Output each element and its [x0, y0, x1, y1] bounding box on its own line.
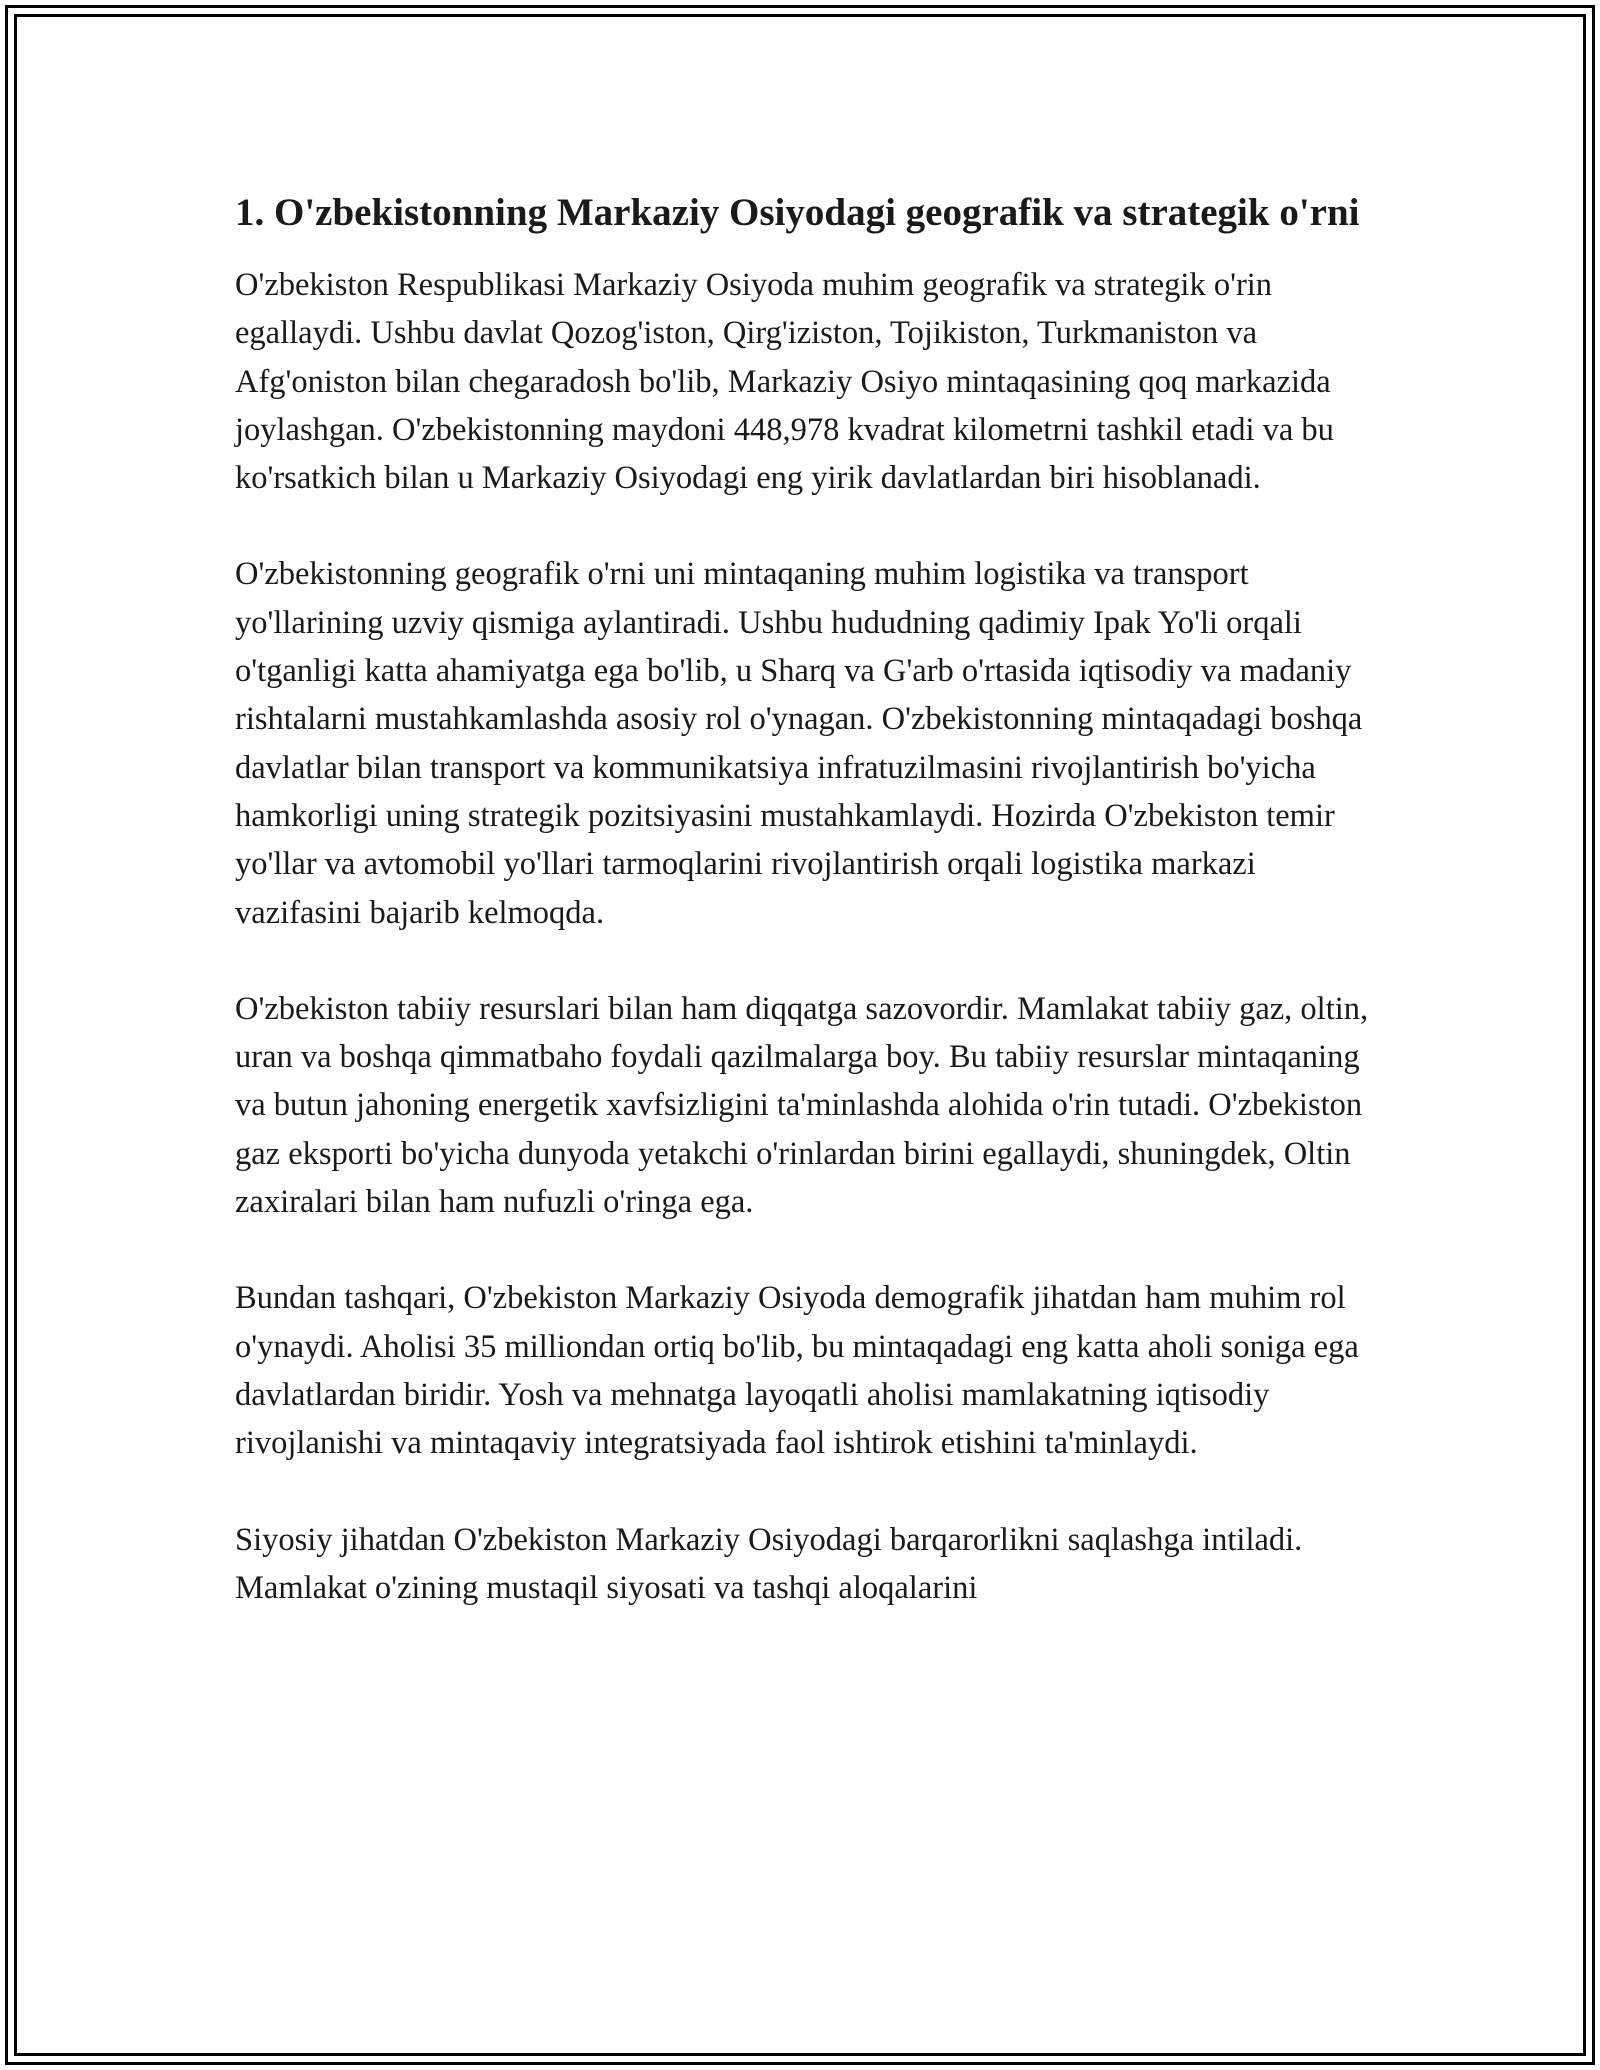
paragraph-demographics: Bundan tashqari, O'zbekiston Markaziy Osiyoda demografik jihatdan ham muhim rol o'ynaydi. Aholisi 35 milliondan ortiq bo'lib, bu mintaqadagi eng katta aholi soniga ega davlatlardan biridir. Yosh va mehnatga layoqatli aholisi mamlakatning iqtisodiy rivojlanishi va mintaqaviy integratsiyada faol ishtirok etishini ta'minlaydi.: [235, 1280, 1359, 1462]
document-body: [235, 185, 1370, 1660]
section-heading: 1. O'zbekistonning Markaziy Osiyodagi geografik va strategik o'rni: [235, 191, 1360, 234]
paragraph-resources: O'zbekiston tabiiy resurslari bilan ham diqqatga sazovordir. Mamlakat tabiiy gaz, oltin, uran va boshqa qimmatbaho foydali qazilmalarga boy. Bu tabiiy resurslar mintaqaning va butun jahoning energetik xavfsizligini ta'minlashda alohida o'rin tutadi. O'zbekiston gaz eksporti bo'yicha dunyoda yetakchi o'rinlardan birini egallaydi, shuningdek, Oltin zaxiralari bilan ham nufuzli o'ringa ega.: [235, 990, 1369, 1221]
paragraph-politics: Siyosiy jihatdan O'zbekiston Markaziy Osiyodagi barqarorlikni saqlashga intiladi. Mamlakat o'zining mustaqil siyosati va tashqi aloqalarini: [235, 1521, 1303, 1606]
paragraph-location: O'zbekiston Respublikasi Markaziy Osiyoda muhim geografik va strategik o'rin egallaydi. Ushbu davlat Qozog'iston, Qirg'iziston, Tojikiston, Turkmaniston va Afg'oniston bilan chegaradosh bo'lib, Markaziy Osiyo mintaqasining qoq markazida joylashgan. O'zbekistonning maydoni 448,978 kvadrat kilometrni tashkil etadi va bu ko'rsatkich bilan u Markaziy Osiyodagi eng yirik davlatlardan biri hisoblanadi.: [235, 267, 1334, 497]
paragraph-logistics: O'zbekistonning geografik o'rni uni mintaqaning muhim logistika va transport yo'llarining uzviy qismiga aylantiradi. Ushbu hududning qadimiy Ipak Yo'li orqali o'tganligi katta ahamiyatga ega bo'lib, u Sharq va G'arb o'rtasida iqtisodiy va madaniy rishtalarni mustahkamlashda asosiy rol o'ynagan. O'zbekistonning mintaqadagi boshqa davlatlar bilan transport va kommunikatsiya infratuzilmasini rivojlantirish bo'yicha hamkorligi uning strategik pozitsiyasini mustahkamlaydi. Hozirda O'zbekiston temir yo'llar va avtomobil yo'llari tarmoqlarini rivojlantirish orqali logistika markazi vazifasini bajarib kelmoqda.: [235, 556, 1363, 931]
